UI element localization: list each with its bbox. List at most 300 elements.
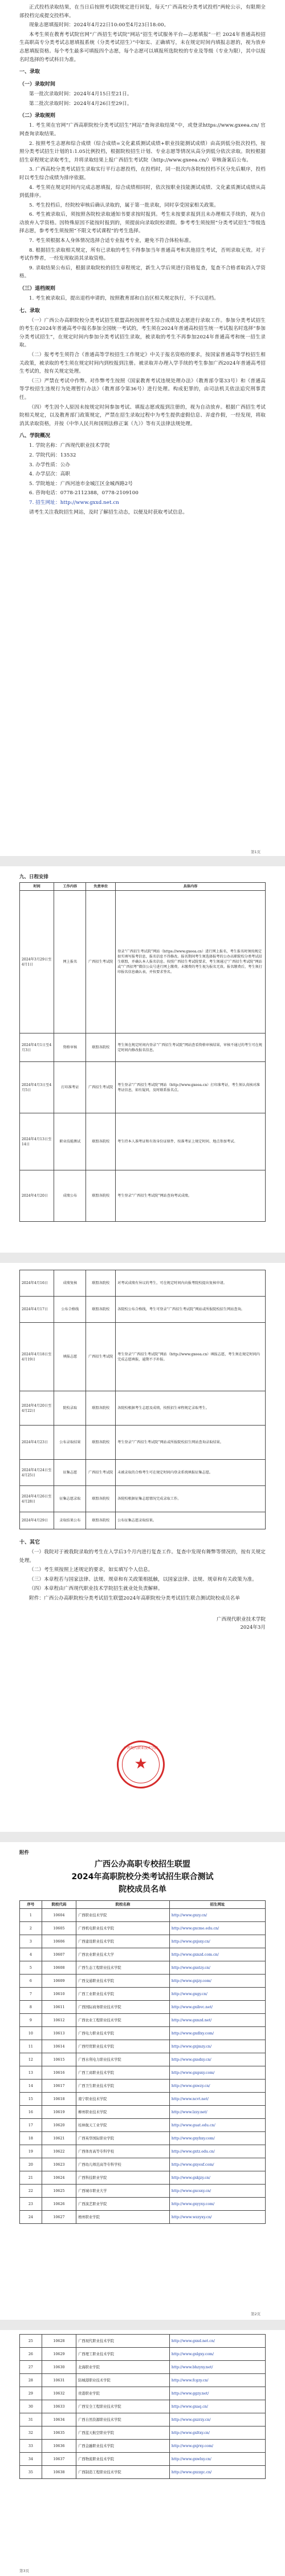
website-link[interactable]: http://www.gxdlxy.com/ <box>169 2027 265 2040</box>
table-cell: 10611 <box>42 2001 76 2014</box>
website-link[interactable]: http://www.gxibvc.net/ <box>169 2001 265 2014</box>
table-cell: 10634 <box>42 2413 76 2426</box>
table-cell: 贵港职业学院 <box>76 2387 170 2400</box>
table-cell: 2024年4月23日 <box>20 1426 54 1460</box>
table-row <box>20 1935 266 1948</box>
website-link[interactable]: http://www.gxwlxy.cn/ <box>169 2453 265 2466</box>
table-cell: 公布征集志愿录取结果。 <box>116 1512 266 1529</box>
website-link[interactable]: http://www.gxnzd.com.cn/ <box>169 1948 265 1961</box>
paragraph: （三）严禁在考试中作弊。对作弊考生按照《国家教育考试违规处理办法》（教育部令第33号）和《普通高等学校招生违规行为处理暂行办法》（教育部令第36号）进行处理。构成犯罪的，由司法机关依法追究刑事责任。 <box>19 378 266 401</box>
table-cell: 打印准考证 <box>54 1062 86 1113</box>
table-row <box>20 1270 266 1297</box>
table-cell: 17 <box>20 2119 42 2132</box>
member-table-continued <box>19 2334 266 2479</box>
table-row <box>20 2440 266 2453</box>
table-cell: 未被录取的合格考生可在规定时间内登录系统填报征集志愿。 <box>116 1460 266 1486</box>
table-cell: 征集志愿 <box>54 1460 86 1486</box>
table-cell: 9 <box>20 2014 42 2027</box>
table-cell: 34 <box>20 2453 42 2466</box>
table-cell: 2024年4月16日 <box>20 1270 54 1297</box>
table-cell: 19 <box>20 2145 42 2158</box>
table-cell: 2 <box>20 1922 42 1935</box>
table-row <box>20 1062 266 1113</box>
website-link[interactable]: http://www.ncvt.net/ <box>169 2093 265 2106</box>
table-cell: 10617 <box>42 2080 76 2093</box>
paragraph: 请考生关注我院招生网站，及时了解招生动态，以便及时获取考试信息。 <box>29 509 188 515</box>
table-cell: 广西经贸职业技术学院 <box>76 2040 170 2053</box>
column-header: 工作内容 <box>54 883 86 891</box>
table-cell: 广西理工职业技术学院 <box>76 2348 170 2361</box>
table-cell: 10606 <box>42 1935 76 1948</box>
website-link[interactable]: http://www.gxstzy.cn/ <box>169 1961 265 1975</box>
table-cell: 广西机电职业技术学院 <box>76 1922 170 1935</box>
table-cell: 2024年4月26日至4月28日 <box>20 1486 54 1512</box>
table-cell: 29 <box>20 2387 42 2400</box>
paragraph: 1. 考生须在官网“广西高职院校分类考试招生”网站“查询录取结果”中，或登录https://www.gxeea.cn/ 官网查询录取结果。 <box>19 123 266 137</box>
website-link[interactable]: http://www.gxltxy.cn/ <box>169 2426 265 2440</box>
table-cell: 10618 <box>42 2093 76 2106</box>
table-cell: 10608 <box>42 1961 76 1975</box>
info-line: 2. 学院代码：13532 <box>29 452 76 458</box>
column-header: 院校名称 <box>76 1901 170 1909</box>
table-cell: 10630 <box>42 2361 76 2374</box>
paragraph: 本考生须在教育考试院官网“广西招生考试院”网站“招生考试服务平台—志愿填报”一栏 2024年普通高校招生高职高专分类考试志愿填报系统（分类考试招生）”中如实、正确填写，未在规定时间内填报志愿的，视为放弃志愿填报资格。每个考生最多可填报四个志愿，每个志愿可以填报所选院校的专业及等级（专业为限），其中以报名时选择的考试科目为准。 <box>19 31 266 63</box>
table-cell: 联盟各院校 <box>86 1486 116 1512</box>
table-cell: 联盟各院校 <box>86 1033 116 1062</box>
signature-date: 2024年3月 <box>240 1625 266 1631</box>
table-cell: 10625 <box>42 2185 76 2198</box>
table-row <box>20 1961 266 1975</box>
table-cell: 柳州职业技术学院 <box>76 2106 170 2119</box>
section-heading: 八、学院概况 <box>19 433 51 439</box>
section-heading: 七、录取 <box>19 308 40 314</box>
table-cell: 13 <box>20 2066 42 2080</box>
table-cell: 南宁职业技术学院 <box>76 2093 170 2106</box>
page-number: 第1页 <box>251 850 261 854</box>
table-cell: 5 <box>20 1961 42 1975</box>
table-row <box>20 1486 266 1512</box>
table-cell: 16 <box>20 2106 42 2119</box>
paragraph: 6. 考生被录取后，须按照各院校录取通知书要求按时报到。考生未按要求报到且未办理相关手续的，视为自动放弃入学资格。因特殊原因不能按时报到的，须提前向录取院校请假。参考考生须按照“分类考试招生”等级选择志愿，参考考生须按照“不限文考试课程”的考生选择。 <box>19 212 266 235</box>
table-row <box>20 2374 266 2387</box>
table-cell: 广西蓝天航空职业学院 <box>76 2426 170 2440</box>
table-cell: 广西电力职业技术学院 <box>76 2027 170 2040</box>
table-cell: 登录“广西招生考试院”网站（https://www.gxeea.cn）进行网上报名，考生报名时须按规定如实填写报考信息，报名信息不得修改。报名期间考生须选择报考的公办高职院校分类考试招生联盟，并确认本人报名信息。按照广西招生考试院要求，考生须通过“广西招生考试院”网站或“广西招考”微信公众号进行网上缴费。未缴费的考生视为报名无效。报名缴费后，考生须打印报名信息确认表，并按要求签名。 <box>116 891 266 1033</box>
table-cell: 联盟各院校 <box>86 1512 116 1529</box>
website-link[interactable]: http://www.bhzyxy.net/ <box>169 2361 265 2374</box>
table-cell: 10623 <box>42 2158 76 2171</box>
table-cell: 3 <box>20 1935 42 1948</box>
table-row <box>20 2400 266 2413</box>
paragraph: 第二批次录取时间：2024年4月26日至29日。 <box>29 100 132 107</box>
table-row <box>20 1391 266 1426</box>
table-row <box>20 2106 266 2119</box>
website-link[interactable]: http://www.gxyhxy.com/ <box>169 2132 265 2145</box>
table-cell: 10620 <box>42 2119 76 2132</box>
table-row <box>20 2119 266 2132</box>
table-cell: 广西招生考试院 <box>86 1323 116 1391</box>
table-cell: 10609 <box>42 1975 76 1988</box>
website-link[interactable]: http://www.gxzzgc.cn/ <box>169 2466 265 2479</box>
website-link[interactable]: http://www.gxyesf.com/ <box>169 2158 265 2171</box>
paragraph: 8. 根据招生录取相关规定，所有已录取的考生不得参加当年普通高考和其他招生考试，否则录取无效。对于考试作弊者，一经发现取消其录取资格。 <box>19 247 266 262</box>
website-link[interactable]: http://www.gxjmzy.cn/ <box>169 2040 265 2053</box>
website-link[interactable]: http://www.gxzy.cn/ <box>169 1909 265 1922</box>
website-link[interactable]: http://www.gxcme.edu.cn/ <box>169 1922 265 1935</box>
table-row <box>20 2040 266 2053</box>
website-link[interactable]: http://www.gxjsxy.cn/ <box>169 1935 265 1948</box>
table-cell: 10638 <box>42 2466 76 2479</box>
table-cell: 10633 <box>42 2400 76 2413</box>
paragraph: （四）本章程由广西现代职业技术学院招生就业处负责解释。 <box>29 1586 163 1592</box>
table-cell: 35 <box>20 2466 42 2479</box>
table-cell: 广西农业职业技术大学 <box>76 1948 170 1961</box>
website-link[interactable]: http://www.fcgzy.cn/ <box>169 2374 265 2387</box>
table-cell: 15 <box>20 2093 42 2106</box>
table-cell: 27 <box>20 2361 42 2374</box>
website-link[interactable]: http://www.gxkjzy.cn/ <box>169 2171 265 2185</box>
table-cell: 1 <box>20 1909 42 1922</box>
paragraph: 3. 广西高校分类考试招生录取实行平行志愿投档，在投档时，同一批次内各院校投档不区分先后顺序，投档时以考生综合成绩为排序依据。 <box>19 167 266 181</box>
paragraph: （二）报考考生须符合《普通高等学校招生工作规定》中关于报名资格的要求，按国家普通高等学校招生相关政策，被录取的考生须在规定时间内到校报到注册。被录取并办理入学手续的考生参加广西2024年普通高考招生考试的，按有关规定处理。 <box>19 352 266 375</box>
table-cell: 28 <box>20 2374 42 2387</box>
table-cell: 2024年4月13日至14日 <box>20 1113 54 1170</box>
schedule-continued <box>19 1270 266 1632</box>
table-cell: 各院校根据征集志愿情况完成录取工作。 <box>116 1486 266 1512</box>
website-link[interactable]: http://www.gxsdxy.cn/ <box>169 2053 265 2066</box>
table-cell: 广西卫生职业技术学院 <box>76 2080 170 2093</box>
paragraph: 4. 考生须在规定时间内完成志愿填报，综合成绩相同时，依次按职业技能测试成绩、文化素质测试成绩从高到低排序。 <box>19 184 266 199</box>
table-cell: 18 <box>20 2132 42 2145</box>
website-link[interactable]: http://www.wzzyxy.cn/ <box>169 2211 265 2224</box>
table-cell: 2024年3月29日至4月1日 <box>20 891 54 1033</box>
table-cell: 10622 <box>42 2145 76 2158</box>
schedule-section <box>19 873 266 1222</box>
website-link[interactable]: http://www.gxxd.net.cn/ <box>169 2335 265 2348</box>
table-row <box>20 2426 266 2440</box>
table-row <box>20 1170 266 1222</box>
website-link[interactable]: 7. 招生网址：http://www.gxxd.net.cn <box>29 499 119 506</box>
table-row <box>20 2348 266 2361</box>
table-cell: 广西招生考试院 <box>86 1062 116 1113</box>
table-cell: 10637 <box>42 2453 76 2466</box>
table-cell: 2024年4月24日至4月25日 <box>20 1460 54 1486</box>
table-cell: 职业技能测试 <box>54 1113 86 1170</box>
column-header: 负责单位 <box>86 883 116 891</box>
website-link[interactable]: http://www.gxjzy.com/ <box>169 1975 265 1988</box>
table-cell: 广西演艺职业学院 <box>76 2198 170 2211</box>
table-cell: 联盟各院校 <box>86 1170 116 1222</box>
table-cell: 广西国际商务职业技术学院 <box>76 2001 170 2014</box>
paragraph: 1. 考生被录取后，提出退档申请的，按照教育部和自治区相关规定执行，不予以退档。 <box>29 296 219 302</box>
schedule-table <box>19 882 266 1222</box>
table-row <box>20 1988 266 2001</box>
table-cell: 2024年4月1日至4月3日 <box>20 1033 54 1062</box>
table-cell: 梧州职业学院 <box>76 2211 170 2224</box>
schedule-title: 九、日程安排 <box>19 874 49 880</box>
table-cell: 考生登录“广西招生考试院”网站或所报院校招生网站查询录取结果。 <box>116 1426 266 1460</box>
table-row <box>20 2066 266 2080</box>
table-row <box>20 2158 266 2171</box>
table-cell: 资格审核 <box>54 1033 86 1062</box>
website-link[interactable]: http://www.gxcsxy.cn/ <box>169 2185 265 2198</box>
table-row <box>20 2027 266 2040</box>
table-cell: 网上报名 <box>54 891 86 1033</box>
table-cell: 联盟各院校 <box>86 1270 116 1297</box>
table-cell: 考生登录“广西招生考试院”网站查询考试成绩。 <box>116 1170 266 1222</box>
table-row <box>20 2132 266 2145</box>
official-seal <box>117 1741 165 1788</box>
table-cell: 33 <box>20 2440 42 2453</box>
appendix-title: 2024年高职院校分类考试招生联合测试 <box>71 1872 214 1881</box>
table-cell: 录取结果公布 <box>54 1512 86 1529</box>
website-link[interactable]: http://www.gxlgxy.com/ <box>169 2348 265 2361</box>
page1-body <box>19 3 266 518</box>
paragraph: （四）考生因个人原因未按规定时间参加考试、填报志愿或报到注册的，视为自动放弃。根据广西招生考试院相关规定，以及教育部门政策规定，严禁在招生录取过程中为考生提供虚假信息、弄虚作假，一经发现，将取消其录取资格，并按《中华人民共和国刑法修正案（九）》等有关法律法规处理。 <box>19 404 266 427</box>
table-row <box>20 1922 266 1935</box>
column-header: 招生网址 <box>169 1901 265 1909</box>
subsection-heading: （三）退档规则 <box>19 286 56 292</box>
table-cell: 考生登录“广西招生考试院”网站（http://www.gxeea.cn）填报志愿，考生须在规定时间内完成志愿填报，逾期不予补报。 <box>116 1323 266 1391</box>
table-cell: 院校录取 <box>54 1391 86 1426</box>
table-row <box>20 1512 266 1529</box>
star-icon: ★ <box>134 1755 148 1772</box>
table-row <box>20 1909 266 1922</box>
table-row <box>20 2014 266 2027</box>
table-cell: 联盟各院校 <box>86 1113 116 1170</box>
table-cell: 2024年4月17日 <box>20 1297 54 1323</box>
table-cell: 26 <box>20 2348 42 2361</box>
paragraph: 附件：广西公办高职院校分类考试招生联盟2024年高职院校分类考试招生联合测试院校成员名单 <box>29 1595 241 1601</box>
website-link[interactable]: http://www.gxgsxy.com/ <box>169 2066 265 2080</box>
table-cell: 10615 <box>42 2053 76 2066</box>
website-link[interactable]: http://www.gxwzy.cn/ <box>169 2080 265 2093</box>
table-cell: 广西招生考试院 <box>86 1460 116 1486</box>
appendix-title: 院校成员名单 <box>119 1885 166 1894</box>
table-cell: 广西幼儿师范高等专科学校 <box>76 2158 170 2171</box>
signature-org: 广西现代职业技术学院 <box>217 1616 266 1622</box>
table-cell: 考生登录“广西招生考试院”网站（http://www.gxeea.cn）打印准考证，考生须认真核对准考证信息，如有疑问，及时联系报名点。 <box>116 1062 266 1113</box>
table-cell: 广西制造工程职业技术学院 <box>76 2466 170 2479</box>
page-separator <box>0 856 285 866</box>
table-cell: 2024年4月3日至4月5日 <box>20 1062 54 1113</box>
column-header: 时间 <box>20 883 54 891</box>
table-row <box>20 2093 266 2106</box>
table-row <box>20 2466 266 2479</box>
page-separator <box>0 2320 285 2330</box>
table-cell: 10626 <box>42 2198 76 2211</box>
table-cell: 广西交通职业技术学院 <box>76 1975 170 1988</box>
seal-text: 广西现代职业技术学院 <box>123 1746 158 1750</box>
table-row <box>20 1460 266 1486</box>
table-cell: 广西安全工程职业技术学院 <box>76 2400 170 2413</box>
table-row <box>20 2198 266 2211</box>
table-cell: 广西招生考试院 <box>86 891 116 1033</box>
subsection-heading: （一）录取时间 <box>19 82 56 88</box>
paragraph: （二）考生须按照上述规定的要求，如实填写个人信息。 <box>29 1567 153 1573</box>
table-row <box>20 2413 266 2426</box>
table-row <box>20 2080 266 2093</box>
column-header: 具体内容 <box>116 883 266 891</box>
website-link[interactable]: http://www.gxnzd.net/ <box>169 2014 265 2027</box>
table-row <box>20 2145 266 2158</box>
page-separator <box>0 1253 285 1263</box>
table-header-row <box>20 1901 266 1909</box>
paragraph: 2. 按照考生志愿和综合成绩（综合成绩=文化素质测试成绩+职业技能测试成绩）由高到低分批次投档，按照分类考试招生计划的1:1.05比例投档，根据院校招生计划、专业志愿等情况从高分到低分依次录取。院校根据招生章程规定录取考生，并将录取结果上报广西招生考试院（http://www.gxeea.cn/）审核备案后公布。 <box>19 140 266 163</box>
table-row <box>20 1033 266 1062</box>
table-row <box>20 1113 266 1170</box>
table-cell: 31 <box>20 2413 42 2426</box>
paragraph: 第一批次录取时间：2024年4月15日至21日。 <box>29 91 132 98</box>
table-cell: 联盟各院校 <box>86 1297 116 1323</box>
table-cell: 10631 <box>42 2374 76 2387</box>
table-cell: 2024年4月20日 <box>20 1170 54 1222</box>
website-link[interactable]: http://www.gxyyxy.com/ <box>169 2198 265 2211</box>
paragraph: 7. 考生须根据本人身体情况选择合适专业报考专业，避免不符合体检标准。 <box>29 238 194 244</box>
table-row <box>20 2453 266 2466</box>
table-cell: 广西物流职业技术学院 <box>76 2453 170 2466</box>
table-cell: 6 <box>20 1975 42 1988</box>
table-cell: 10629 <box>42 2348 76 2361</box>
info-line: 3. 办学性质：公办 <box>29 462 71 468</box>
table-cell: 10605 <box>42 1922 76 1935</box>
table-cell: 联盟各院校 <box>86 1391 116 1426</box>
website-link[interactable]: http://www.ggzy.net/ <box>169 2387 265 2400</box>
table-cell: 2024年4月18日至4月19日 <box>20 1323 54 1391</box>
table-cell: 8 <box>20 2001 42 2014</box>
table-cell: 成绩公布 <box>54 1170 86 1222</box>
table-cell: 广西水利电力职业技术学院 <box>76 2053 170 2066</box>
table-cell: 10616 <box>42 2066 76 2080</box>
appendix-section <box>19 1849 266 2224</box>
table-cell: 11 <box>20 2040 42 2053</box>
table-cell: 广西现代职业技术学院 <box>76 2335 170 2348</box>
website-link[interactable]: http://www.lzzy.net/ <box>169 2106 265 2119</box>
table-cell: 防城港职业技术学院 <box>76 2374 170 2387</box>
table-row <box>20 1948 266 1961</box>
table-cell: 广西科技职业学院 <box>76 2171 170 2185</box>
table-header-row <box>20 883 266 891</box>
table-cell: 联盟各院校 <box>86 1426 116 1460</box>
table-cell: 10607 <box>42 1948 76 1961</box>
table-cell: 广西金融职业技术学院 <box>76 2440 170 2453</box>
table-cell: 北海职业学院 <box>76 2361 170 2374</box>
schedule-table-continued <box>19 1270 266 1529</box>
table-cell: 10604 <box>42 1909 76 1922</box>
table-cell: 2024年4月20日至4月22日 <box>20 1391 54 1426</box>
table-row <box>20 891 266 1033</box>
paragraph: （一）我院对于被我院录取的考生在入学后3个月内进行复查工作。复查中发现有舞弊等情况的，按有关规定处理。 <box>19 1549 266 1564</box>
member-table <box>19 1900 266 2224</box>
info-line: 6. 咨询电话：0778-2112388，0778-2109100 <box>29 490 139 496</box>
table-cell: 10635 <box>42 2426 76 2440</box>
website-link[interactable]: http://www.gxjrxy.com/ <box>169 2440 265 2453</box>
column-header: 院校代码 <box>42 1901 76 1909</box>
table-cell: 30 <box>20 2400 42 2413</box>
info-line: 5. 学院地址：广西河池市金城江区金城西路2号 <box>29 481 133 487</box>
table-cell: 4 <box>20 1948 42 1961</box>
table-cell: 22 <box>20 2185 42 2198</box>
table-cell: 10612 <box>42 2014 76 2027</box>
table-cell: 21 <box>20 2171 42 2185</box>
table-row <box>20 2001 266 2014</box>
table-cell: 10627 <box>42 2211 76 2224</box>
table-row <box>20 1323 266 1391</box>
website-link[interactable]: http://www.gxzrzy.cn/ <box>169 2413 265 2426</box>
page-number: 第3页 <box>19 2569 30 2573</box>
table-cell: 广西生态工程职业技术学院 <box>76 1961 170 1975</box>
table-cell: 10632 <box>42 2387 76 2400</box>
website-link[interactable]: http://www.gxaq.cn/ <box>169 2400 265 2413</box>
table-cell: 广西城市职业大学 <box>76 2185 170 2198</box>
table-cell: 广西职业技术学院 <box>76 1909 170 1922</box>
table-cell: 25 <box>20 2335 42 2348</box>
info-line: 1. 学院名称：广西现代职业技术学院 <box>29 443 110 449</box>
table-cell: 10621 <box>42 2132 76 2145</box>
website-link[interactable]: http://www.guat.edu.cn/ <box>169 2119 265 2132</box>
paragraph: 现象志愿填报时间：2024年4月22日10:00至4月23日18:00。 <box>29 22 169 29</box>
table-cell: 14 <box>20 2080 42 2093</box>
table-cell: 10614 <box>42 2040 76 2053</box>
table-cell: 10613 <box>42 2027 76 2040</box>
table-cell: 广西英华国际职业学院 <box>76 2132 170 2145</box>
appendix-label: 附件 <box>19 1850 30 1856</box>
paragraph: （三）本章程若与国家法律、法规、规章和有关政策相抵触，以国家法律、法规、规章和有关政策为准。 <box>29 1576 257 1582</box>
table-row <box>20 2185 266 2198</box>
paragraph: 9. 录取结果公布后，根据录取院校的招生章程规定，新生入学后须进行资格复查，复查不合格者取消入学资格。 <box>19 265 266 280</box>
table-row <box>20 1975 266 1988</box>
table-cell: 10636 <box>42 2440 76 2453</box>
table-cell: 10628 <box>42 2335 76 2348</box>
table-cell: 广西工业职业技术学院 <box>76 1988 170 2001</box>
page-separator <box>0 1832 285 1842</box>
paragraph: 5. 考生投档后，经院校审核后确认录取的，属于第一批录取，同时享受国家相关政策。 <box>29 202 219 208</box>
table-cell: 成绩复核 <box>54 1270 86 1297</box>
column-header: 序号 <box>20 1901 42 1909</box>
table-cell: 公布录取结果 <box>54 1426 86 1460</box>
paragraph: 正式投档录取结果，在当日后按照考试院规定进行回复，每天“广西高校分类考试投档”两轮公示，有限期全部投档完成提交投档率。 <box>19 5 266 19</box>
table-row <box>20 1297 266 1323</box>
info-line: 4. 办学层次：高职 <box>29 471 71 478</box>
appendix-title: 广西公办高职专校招生联盟 <box>95 1860 190 1869</box>
website-link[interactable]: http://www.gxtz.edu.cn/ <box>169 2145 265 2158</box>
table-cell: 广西工商职业技术学院 <box>76 2066 170 2080</box>
paragraph: （一）广西公办高职院校分类考试招生联盟高校按照考生综合成绩及志愿进行录取工作。参加分类考试招生的考生在2024年普通高考中报名参加全国统一考试的，考生须在2024年普通高校招生统一考试报名时选择“参加分类考试招生”，在规定时间内参加分类考试招生录取，被录取的考生不再参加2024年普通高考和统一招生录取。 <box>19 317 266 349</box>
table-cell: 10619 <box>42 2106 76 2119</box>
table-cell: 广西农业工程职业技术学院 <box>76 2014 170 2027</box>
table-cell: 10 <box>20 2027 42 2040</box>
website-link[interactable]: http://www.gxgy.cn/ <box>169 1988 265 2001</box>
table-row <box>20 1426 266 1460</box>
table-row <box>20 2361 266 2374</box>
table-cell: 广西建设职业技术学院 <box>76 1935 170 1948</box>
table-cell: 20 <box>20 2158 42 2171</box>
table-cell: 23 <box>20 2198 42 2211</box>
table-row <box>20 2335 266 2348</box>
appendix-continued <box>19 2334 266 2479</box>
table-cell: 征集志愿录取 <box>54 1486 86 1512</box>
table-cell: 桂林航天工业学院 <box>76 2119 170 2132</box>
section-heading: 一、录取 <box>19 69 40 75</box>
table-row <box>20 2053 266 2066</box>
table-cell: 对考试成绩有异议的考生，可在规定时间内向报考院校提出复核申请。 <box>116 1270 266 1297</box>
table-cell: 考生持本人准考证和有效身份证原件，按准考证上规定时间、地点参加考试。 <box>116 1113 266 1170</box>
table-cell: 广西体育高等专科学校 <box>76 2145 170 2158</box>
table-cell: 广西自然资源职业技术学院 <box>76 2413 170 2426</box>
table-cell: 2024年4月29日 <box>20 1512 54 1529</box>
page-number: 第2页 <box>251 2312 261 2316</box>
subsection-heading: （二）录取规则 <box>19 113 56 119</box>
